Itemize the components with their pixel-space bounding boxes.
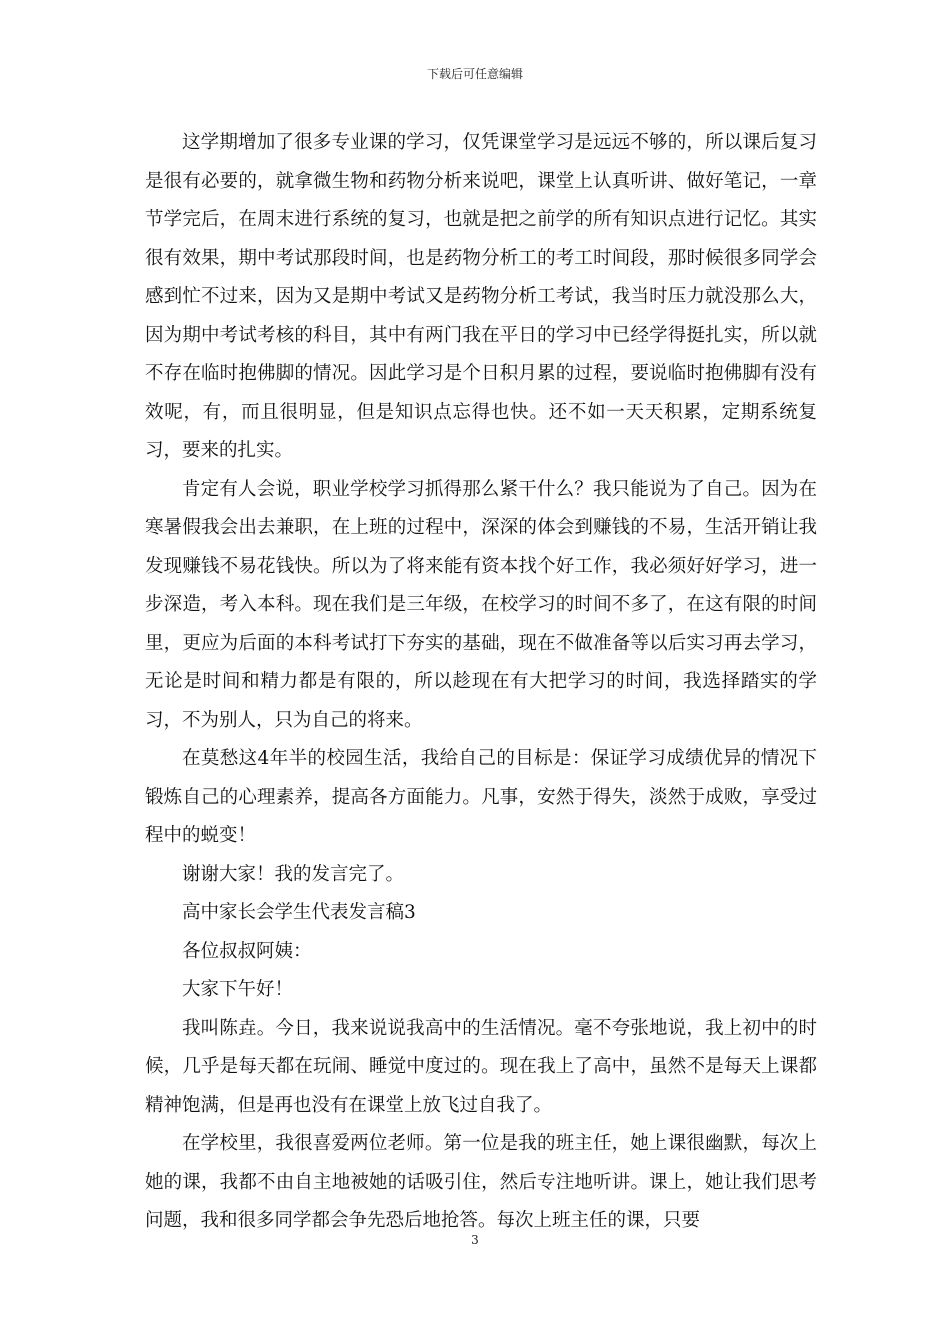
document-body xyxy=(145,124,817,1241)
salutation: 各位叔叔阿姨： xyxy=(182,940,312,962)
paragraph-introduction: 我叫陈垚。今日，我来说说我高中的生活情况。毫不夸张地说，我上初中的时候，几乎是每天都在玩闹、睡觉中度过的。现在我上了高中，虽然不是每天上课都精神饱满，但是再也没有在课堂上放飞过自我了。 xyxy=(145,1017,817,1116)
section-heading: 高中家长会学生代表发言稿3 xyxy=(182,902,416,923)
page-header: 下载后可任意编辑 xyxy=(426,67,523,81)
page-number: 3 xyxy=(471,1233,479,1247)
paragraph-teachers: 在学校里，我很喜爱两位老师。第一位是我的班主任，她上课很幽默，每次上她的课，我都不由自主地被她的话吸引住，然后专注地听讲。课上，她让我们思考问题，我和很多同学都会争先恐后地抢答。每次上班主任的课，只要 xyxy=(145,1133,817,1231)
greeting: 大家下午好！ xyxy=(182,979,294,1000)
paragraph-review-habits: 这学期增加了很多专业课的学习，仅凭课堂学习是远远不够的，所以课后复习是很有必要的，就拿微生物和药物分析来说吧，课堂上认真听讲、做好笔记，一章节学完后，在周末进行系统的复习，也就是把之前学的所有知识点进行记忆。其实很有效果，期中考试那段时间，也是药物分析工的考工时间段，那时候很多同学会感到忙不过来，因为又是期中考试又是药物分析工考试，我当时压力就没那么大，因为期中考试考核的科目，其中有两门我在平日的学习中已经学得挺扎实，所以就不存在临时抱佛脚的情况。因此学习是个日积月累的过程，要说临时抱佛脚有没有效呢，有，而且很明显，但是知识点忘得也快。还不如一天天积累，定期系统复习，要来的扎实。 xyxy=(145,132,817,461)
paragraph-thanks: 谢谢大家！我的发言完了。 xyxy=(182,863,405,885)
paragraph-motivation: 肯定有人会说，职业学校学习抓得那么紧干什么？我只能说为了自己。因为在寒暑假我会出去兼职，在上班的过程中，深深的体会到赚钱的不易，生活开销让我发现赚钱不易花钱快。所以为了将来能有资本找个好工作，我必须好好学习，进一步深造，考入本科。现在我们是三年级，在校学习的时间不多了，在这有限的时间里，更应为后面的本科考试打下夯实的基础，现在不做准备等以后实习再去学习，无论是时间和精力都是有限的，所以趁现在有大把学习的时间，我选择踏实的学习，不为别人，只为自己的将来。 xyxy=(145,478,817,731)
paragraph-goals: 在莫愁这4年半的校园生活，我给自己的目标是：保证学习成绩优异的情况下锻炼自己的心理素养，提高各方面能力。凡事，安然于得失，淡然于成败，享受过程中的蜕变！ xyxy=(145,748,817,846)
